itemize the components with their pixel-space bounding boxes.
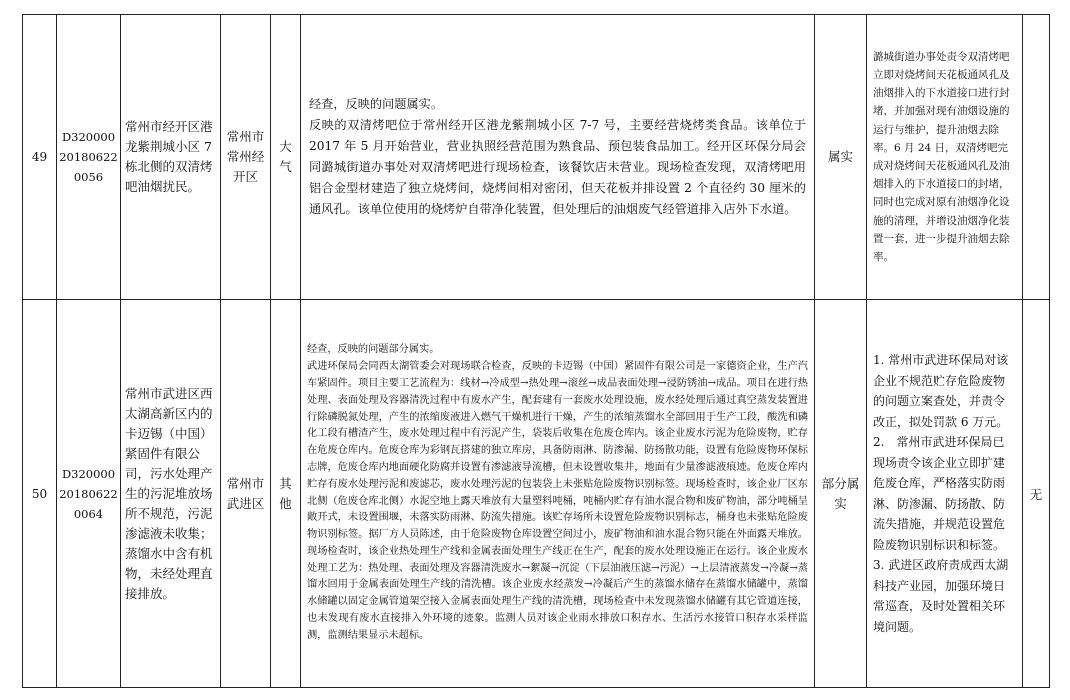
table-row	[23, 15, 1050, 300]
row-number: 49	[23, 15, 57, 300]
verdict: 属实	[815, 15, 867, 300]
pollution-type: 大气	[271, 15, 301, 300]
complaint-table	[22, 14, 1050, 688]
extra-note	[1023, 15, 1050, 300]
table-row	[23, 300, 1050, 688]
complaint-content: 常州市经开区港龙紫荆城小区 7 栋北侧的双清烤吧油烟扰民。	[121, 15, 221, 300]
check-summary: 经查，反映的问题部分属实。	[307, 344, 440, 356]
handling-measures	[867, 15, 1023, 300]
row-number: 50	[23, 300, 57, 688]
complaint-content: 常州市武进区西太湖高新区内的卡迈锡（中国）紧固件有限公司，污水处理产生的污泥堆放场所不规范，污泥渗滤液未收集；蒸馏水中含有机物，未经处理直接排放。	[121, 300, 221, 688]
handling-item: 1. 常州市武进环保局对该企业不规范贮存危险废物的问题立案查处，并责令改正，拟处罚款 6 万元。	[873, 353, 1009, 429]
check-result	[301, 300, 815, 688]
district: 常州市常州经开区	[221, 15, 271, 300]
case-code: D320000201806220056	[57, 15, 121, 300]
case-code: D320000201806220064	[57, 300, 121, 688]
pollution-type: 其他	[271, 300, 301, 688]
handling-measures	[867, 300, 1023, 688]
check-summary: 经查，反映的问题属实。	[309, 97, 444, 111]
extra-note: 无	[1023, 300, 1050, 688]
check-result	[301, 15, 815, 300]
handling-item: 潞城街道办事处责令双清烤吧立即对烧烤间天花板通风孔及油烟排入的下水道接口进行封堵，并加强对现有油烟设施的运行与维护，提升油烟去除率。6 月 24 日，双清烤吧完成对烧烤间天花板通风孔及油烟排入的下水道接口的封堵，同时也完成对原有油烟净化设施的清理，并增设油烟净化装置一套，进一步提升油烟去除率。	[873, 50, 1010, 264]
verdict: 部分属实	[815, 300, 867, 688]
handling-item: 2. 常州市武进环保局已现场责令该企业立即扩建危废仓库，严格落实防雨淋、防渗漏、防扬散、防流失措施，并规范设置危险废物识别标识和标签。	[873, 435, 1006, 552]
check-detail: 武进环保局会同西太湖管委会对现场联合检查，反映的卡迈锡（中国）紧固件有限公司是一家德资企业，生产汽车紧固件。项目主要工艺流程为：线材→冷成型→热处理→滚丝→成品表面处理→浸防锈油→成品。项目在进行热处理、表面处理及容器清洗过程中有废水产生，配套建有一套废水处理设施，废水经处理后通过真空蒸发装置进行除磷脱氮处理，产生的浓缩废液进入燃气干燥机进行干燥，产生的浓缩蒸馏水全部回用于生产工段，酸洗和磷化工段有槽渣产生，废水处理过程中有污泥产生，袋装后收集在危废仓库内。该企业废水污泥为危险废物，贮存在危废仓库内。危废仓库为彩钢瓦搭建的独立库房，具备防雨淋、防渗漏、防扬散功能，设置有危险废物环保标志牌，危废仓库内地面硬化防腐并设置有渗滤液导流槽，但未设置收集井，地面有少量渗滤液痕迹。危废仓库内贮存有废水处理污泥和废滤芯，废水处理污泥的包装袋上未张贴危险废物识别标签。现场检查时，该企业厂区东北侧（危废仓库北侧）水泥空地上露天堆放有大量塑料吨桶，吨桶内贮存有油水混合物和废矿物油，部分吨桶呈敞开式，未设置围堰，未落实防雨淋、防流失措施。该贮存场所未设置危险废物识别标志，桶身也未张贴危险废物识别标签。据厂方人员陈述，由于危险废物仓库设置空间过小，废矿物油和油水混合物只能在外面露天堆放。现场检查时，该企业热处理生产线和金属表面处理生产线正在生产，配套的废水处理设施正在运行。该企业废水处理工艺为：热处理、表面处理及容器清洗废水→絮凝→沉淀（下层油液压滤→污泥）→上层清液蒸发→冷凝→蒸馏水回用于金属表面处理生产线的清洗槽。该企业废水经蒸发→冷凝后产生的蒸馏水储存在蒸馏水储罐中，蒸馏水储罐以固定金属管道架空接入金属表面处理生产线的清洗槽，现场检查中未发现蒸馏水储罐有其它管道连接，也未发现有废水直接排入外环境的迹象。监测人员对该企业雨水排放口积存水、生活污水接管口积存水采样监测，监测结果显示未超标。	[307, 361, 808, 641]
check-detail: 反映的双清烤吧位于常州经开区港龙紫荆城小区 7-7 号，主要经营烧烤类食品。该单位于 2017 年 5 月开始营业，营业执照经营范围为熟食品、预包装食品加工。经开区环保分局会同潞城街道办事处对双清烤吧进行现场检查，该餐饮店未营业。现场检查发现，双清烤吧用铝合金型材建造了独立烧烤间，烧烤间相对密闭，但天花板并排设置 2 个直径约 30 厘米的通风孔。该单位使用的烧烤炉自带净化装置，但处理后的油烟废气经管道排入店外下水道。	[309, 118, 806, 216]
handling-item: 3. 武进区政府责成西太湖科技产业园，加强环境日常巡查，及时处置相关环境问题。	[873, 558, 1009, 634]
district: 常州市武进区	[221, 300, 271, 688]
